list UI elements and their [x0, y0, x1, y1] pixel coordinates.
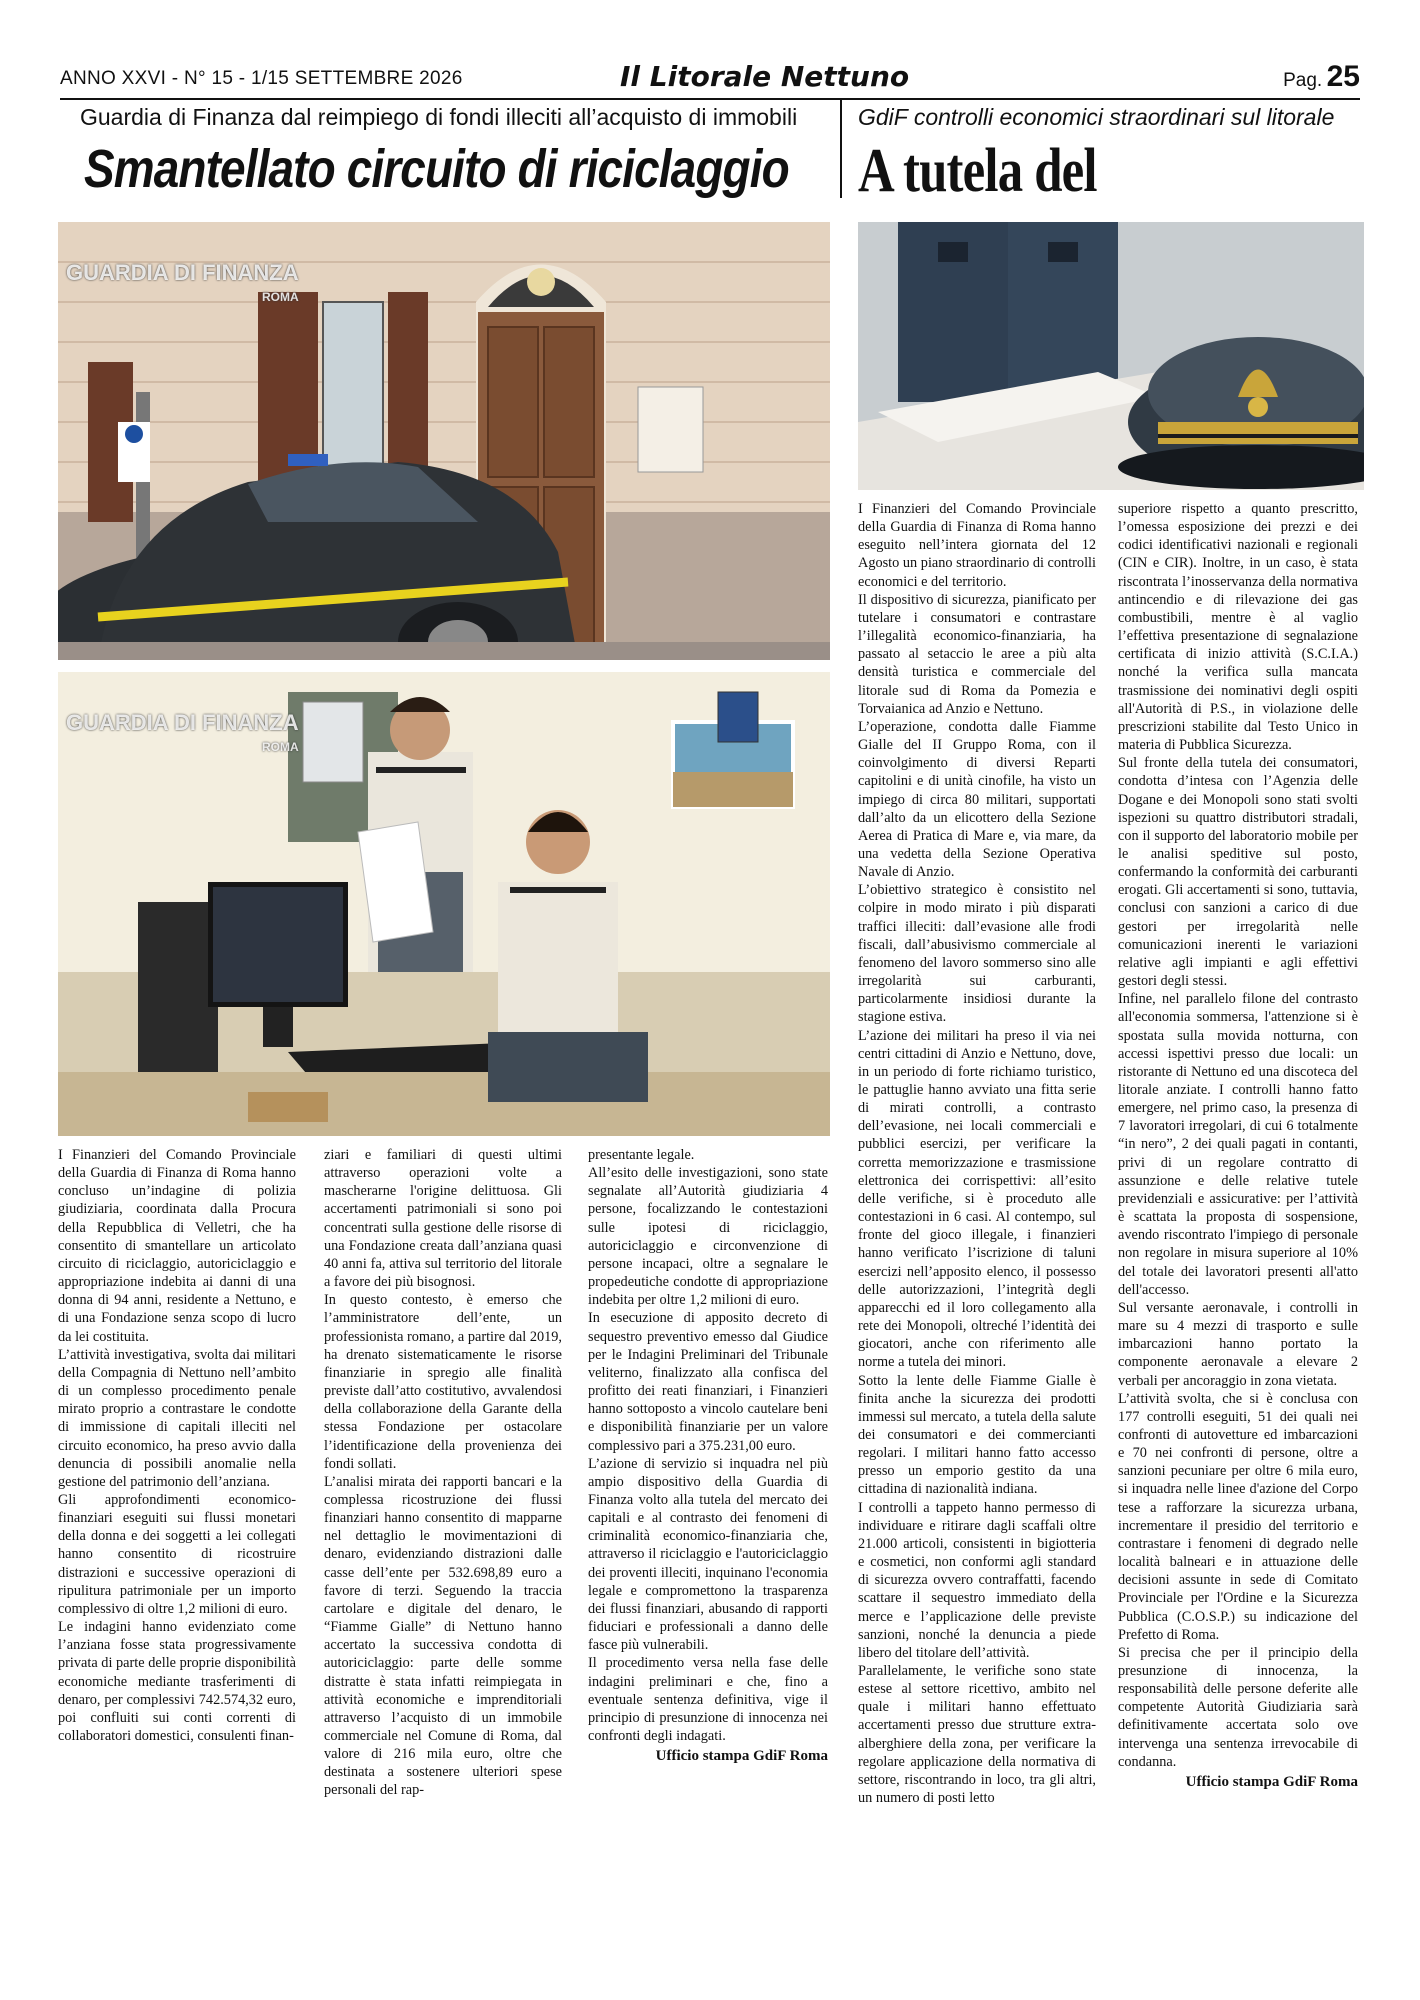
paragraph: In esecuzione di apposito decreto di sequestro preventivo emesso dal Giudice per le Indagini Preliminari del Tribunale veliterno, finalizzato alla confisca del profitto dei reati finanziari, i Finanzieri hanno sottoposto a vincolo cautelare beni e disponibilità finanziarie per un valore complessivo pari a 375.231,00 euro. — [588, 1310, 828, 1454]
paragraph: L’operazione, condotta dalle Fiamme Gialle del II Gruppo Roma, con il coinvolgimento di diversi Reparti capitolini e di unità cinofile, ha visto un impiego di circa 80 militari, supportati dall’alto da un elicottero della Sezione Aerea di Pratica di Mare e, via mare, da una vedetta della Sezione Operativa Navale di Anzio. — [858, 718, 1096, 881]
paragraph: Il procedimento versa nella fase delle indagini preliminari e che, fino a eventuale sentenza definitiva, vige il principio di presunzione di innocenza nei confronti degli indagati. — [588, 1655, 828, 1744]
paragraph: superiore rispetto a quanto prescritto, l’omessa esposizione dei prezzi e dei codici identificativi nazionali e regionali (CIN e CIR). Inoltre, in un caso, è stata riscontrata l’inosservanza della normativa antincendio e di rilevazione dei gas combustibili, mentre è al vaglio l’effettiva presentazione di segnalazione certificata di inizio attività (S.C.I.A.) nonché la verifica sulla mancata trasmissione dei nominativi degli ospiti all'Autorità di P.S., in violazione delle prescrizioni stabilite dal Testo Unico in materia di Pubblica Sicurezza. — [1118, 501, 1358, 754]
paragraph: I controlli a tappeto hanno permesso di individuare e ritirare dagli scaffali oltre 21.000 articoli, consistenti in bigiotteria e cosmetici, non conformi agli standard di sicurezza ovvero contraffatti, facendo scattare il sequestro immediato della merce e l’applicazione delle previste sanzioni, nonché la denuncia a piede libero del titolare dell’attività. — [858, 1499, 1096, 1661]
photo-uniform-cap — [858, 222, 1364, 490]
paragraph: Sotto la lente delle Fiamme Gialle è finita anche la sicurezza dei prodotti immessi sul mercato, a tutela della salute dei consumatori e dei commercianti regolari. I militari hanno fatto accesso presso un emporio gestito da una cittadina di nazionalità indiana. — [858, 1372, 1096, 1498]
left-article-signature: Ufficio stampa GdiF Roma — [655, 1748, 828, 1765]
paragraph: L’attività svolta, che si è conclusa con 177 controlli eseguiti, 51 dei quali nei confronti di autovetture ed imbarcazioni e 70 nei confronti di persone, oltre a sanzioni pecuniare per oltre 6 mila euro, si inquadra nelle linee d'azione del Corpo tese a rafforzare la sicurezza urbana, incrementare il presidio del territorio e contrastare i fenomeni di degrado nelle località balneari e in attuazione delle decisioni assunte in sede di Comitato Provinciale per l'Ordine e la Sicurezza Pubblica (C.O.S.P.) su indicazione del Prefetto di Roma. — [1118, 1390, 1358, 1643]
paragraph: presentante legale. — [588, 1147, 695, 1163]
paragraph: L’obiettivo strategico è consistito nel colpire in modo mirato i più disparati traffici illeciti: dall’evasione alle frodi fiscali, dall’abusivismo commerciale al fenomeno del lavoro sommerso sino alle irregolarità sui carburanti, particolarmente insidiosi durante la stagione estiva. — [858, 882, 1096, 1026]
right-kicker: GdiF controlli economici straordinari sul litorale — [858, 104, 1335, 130]
photo2-watermark — [66, 712, 299, 758]
paragraph: In questo contesto, è emerso che l’amministratore dell’ente, un professionista romano, a partire dal 2019, ha drenato sistematicamente le risorse finanziarie in spregio alle finalità previste dall’atto costitutivo, avvalendosi della collaborazione della Garante della stessa Fondazione per ostacolare l’identificazione della provenienza dei fondi sollati. — [324, 1292, 562, 1472]
paragraph: Parallelamente, le verifiche sono state estese al settore ricettivo, ambito nel quale i militari hanno effettuato accertamenti presso due strutture extra-alberghiere della zona, per verificare la regolare applicazione della normativa di settore, riscontrando in loco, tra gli altri, un numero di posti letto — [858, 1663, 1096, 1807]
paragraph: All’esito delle investigazioni, sono state segnalate all’Autorità giudiziaria 4 persone, focalizzando le contestazioni sulle ipotesi di riciclaggio, autoriciclaggio e circonvenzione di persone incapaci, oltre a segnalare le propedeutiche condotte di appropriazione indebita per oltre 1,2 milioni di euro. — [588, 1165, 828, 1309]
photo-cap-illustration — [858, 222, 1364, 490]
photo-building-patrol-car — [58, 222, 830, 660]
column-divider — [840, 100, 842, 198]
page-header — [60, 60, 1360, 96]
paragraph: L’analisi mirata dei rapporti bancari e la complessa ricostruzione dei flussi finanziari hanno consentito di mapparne nel dettaglio le movimentazioni di denaro, evidenziando distrazioni dalle casse dell’ente per 532.698,89 euro a favore di terzi. Seguendo la traccia cartolare e digitale del denaro, le “Fiamme Gialle” di Nettuno hanno accertato la successiva condotta di autoriciclaggio: parte delle somme distratte è stata infatti reimpiegata in attività economiche e imprenditoriali attraverso l’acquisto di un immobile commerciale nel Comune di Roma, dal valore di 216 mila euro, oltre che destinata a sostenere ulteriori spese personali del rap- — [324, 1473, 562, 1799]
paragraph: Gli approfondimenti economico-finanziari eseguiti sui flussi monetari della donna e dei soggetti a lei collegati hanno consentito di ricostruire distrazioni e successive operazioni di ripulitura patrimoniale per un importo complessivo di oltre 1,2 milioni di euro. — [58, 1491, 296, 1617]
right-headline: A tutela del — [858, 137, 1097, 205]
paragraph: Sul versante aeronavale, i controlli in mare su 4 mezzi di trasporto e sulle imbarcazioni hanno portato la componente aeronavale a elevare 2 verbali per ancoraggio in zona vietata. — [1118, 1299, 1358, 1389]
left-article-column-2 — [324, 1146, 562, 1800]
left-kicker: Guardia di Finanza dal reimpiego di fondi illeciti all’acquisto di immobili — [80, 104, 798, 130]
paragraph: Sul fronte della tutela dei consumatori, condotta d’intesa con l’Agenzia delle Dogane e dei Monopoli sono stati svolti ispezioni su quattro distributori stradali, con il supporto del laboratorio mobile per le analisi speditive sul posto, confermando la conformità dei carburanti erogati. Gli accertamenti si sono, tuttavia, conclusi con sanzioni a carico di due gestori per irregolarità nelle comunicazioni inerenti le variazioni relative agli impianti e agli effettivi gestori degli stessi. — [1118, 755, 1358, 990]
photo1-watermark-sub: ROMA — [261, 290, 299, 304]
paragraph: I Finanzieri del Comando Provinciale della Guardia di Finanza di Roma hanno concluso un’indagine di polizia giudiziaria, coordinata dalla Procura della Repubblica di Velletri, che ha consentito di smantellare un articolato circuito di riciclaggio, autoriciclaggio e appropriazione indebita ai danni di una donna di 94 anni, residente a Nettuno, e di una Fondazione senza scopo di lucro da lei costituita. — [58, 1147, 296, 1345]
paragraph: Il dispositivo di sicurezza, pianificato per tutelare i consumatori e contrastare l’illegalità economico-finanziaria, ha passato al setaccio le aree a più alta densità turistica e commerciale del litorale sud di Roma da Pomezia e Torvaianica ad Anzio e Nettuno. — [858, 591, 1096, 717]
paragraph: Infine, nel parallelo filone del contrasto all'economia sommersa, l'attenzione si è spostata sulla movida notturna, con accessi ispettivi presso due locali: un ristorante di Nettuno ed una discoteca del litorale anziate. I controlli hanno fatto emergere, nel primo caso, la presenza di 7 lavoratori irregolari, di cui 6 totalmente “in nero”, 2 dei quali pagati in contanti, privi di un regolare contratto di assunzione e delle relative tutele previdenziali e assicurative: per l’attività è scattata la proposta di sospensione, avendo riscontrato l'impiego di personale non regolare in misura superiore al 10% del totale dei lavoratori presenti all'atto dell'accesso. — [1118, 991, 1358, 1298]
photo2-watermark-text: GUARDIA DI FINANZA — [66, 710, 299, 735]
paragraph: I Finanzieri del Comando Provinciale della Guardia di Finanza di Roma hanno eseguito nell’intera giornata del 12 Agosto un piano straordinario di controlli economici e del territorio. — [858, 501, 1096, 590]
photo1-watermark-text: GUARDIA DI FINANZA — [66, 260, 299, 285]
right-article-signature: Ufficio stampa GdiF Roma — [1185, 1773, 1358, 1790]
paragraph: L’azione dei militari ha preso il via nei centri cittadini di Anzio e Nettuno, dove, in un periodo di forte richiamo turistico, le pattuglie hanno avviato una fitta serie di mirati controlli, a contrasto dell’evasione, nei locali commerciali e pubblici esercizi, per verificare la corretta memorizzazione e trasmissione elettronica dei corrispettivi: all’esito delle verifiche, si è proceduto alle contestazioni in 6 casi. Al contempo, sul fronte del gioco illegale, i finanzieri hanno verificato l’iscrizione di taluni esercizi nell’apposito elenco, il possesso delle autorizzazioni, l’integrità degli apparecchi ed il loro collegamento alla rete dei Monopoli, oltreché l’identità dei giocatori, anche con riferimento alle norme a tutela dei minori. — [858, 1027, 1096, 1371]
page-number-block — [1283, 60, 1360, 94]
paragraph: Si precisa che per il principio della presunzione di innocenza, la responsabilità delle persone deferite alle competente Autorità Giudiziaria sarà definitivamente accertata solo ove intervenga una sentenza irrevocabile di condanna. — [1118, 1644, 1358, 1770]
right-article-column-2 — [1118, 500, 1358, 1791]
issue-info: ANNO XXVI - N° 15 - 1/15 SETTEMBRE 2026 — [60, 68, 463, 89]
left-article-column-3 — [588, 1146, 828, 1765]
left-article-column-1 — [58, 1146, 296, 1745]
left-headline: Smantellato circuito di riciclaggio — [84, 139, 789, 199]
page-label: Pag. — [1283, 70, 1323, 91]
paragraph: L’azione di servizio si inquadra nel più ampio dispositivo della Guardia di Finanza volto alla tutela del mercato dei capitali e al contrasto dei fenomeni di criminalità economico-finanziaria che, attraverso il riciclaggio e l'autoriciclaggio dei proventi illeciti, inquinano l'economia legale e compromettono la trasparenza dei flussi finanziari, abusando di rapporti fiduciari e professionali a danno delle fasce più vulnerabili. — [588, 1455, 828, 1654]
header-rule — [60, 98, 1360, 100]
paragraph: Le indagini hanno evidenziato come l’anziana fosse stata progressivamente privata di parte delle proprie disponibilità economiche mediante trasferimenti di denaro, per complessivi 742.574,32 euro, poi confluiti sui conti correnti di collaboratori domestici, consulenti finan- — [58, 1619, 296, 1744]
paragraph: L’attività investigativa, svolta dai militari della Compagnia di Nettuno nell’ambito di un complesso procedimento penale mirato proprio a contrastare le condotte di immissione di capitali illeciti nel circuito economico, ha preso avvio dalla denuncia di possibili anomalie nella gestione del patrimonio dell’anziana. — [58, 1346, 296, 1490]
page-number: 25 — [1326, 60, 1360, 93]
photo1-watermark — [66, 262, 299, 308]
photo2-watermark-sub: ROMA — [261, 740, 299, 754]
photo-officers-office — [58, 672, 830, 1136]
masthead-title: Il Litorale Nettuno — [620, 60, 910, 93]
right-article-column-1 — [858, 500, 1096, 1807]
paragraph: ziari e familiari di questi ultimi attraverso operazioni volte a mascherarne l'origine delittuosa. Gli accertamenti patrimoniali si sono poi concentrati sulla gestione delle risorse di una Fondazione creata dall’anziana quasi 40 anni fa, attiva sul territorio del litorale a favore dei più bisognosi. — [324, 1147, 562, 1291]
